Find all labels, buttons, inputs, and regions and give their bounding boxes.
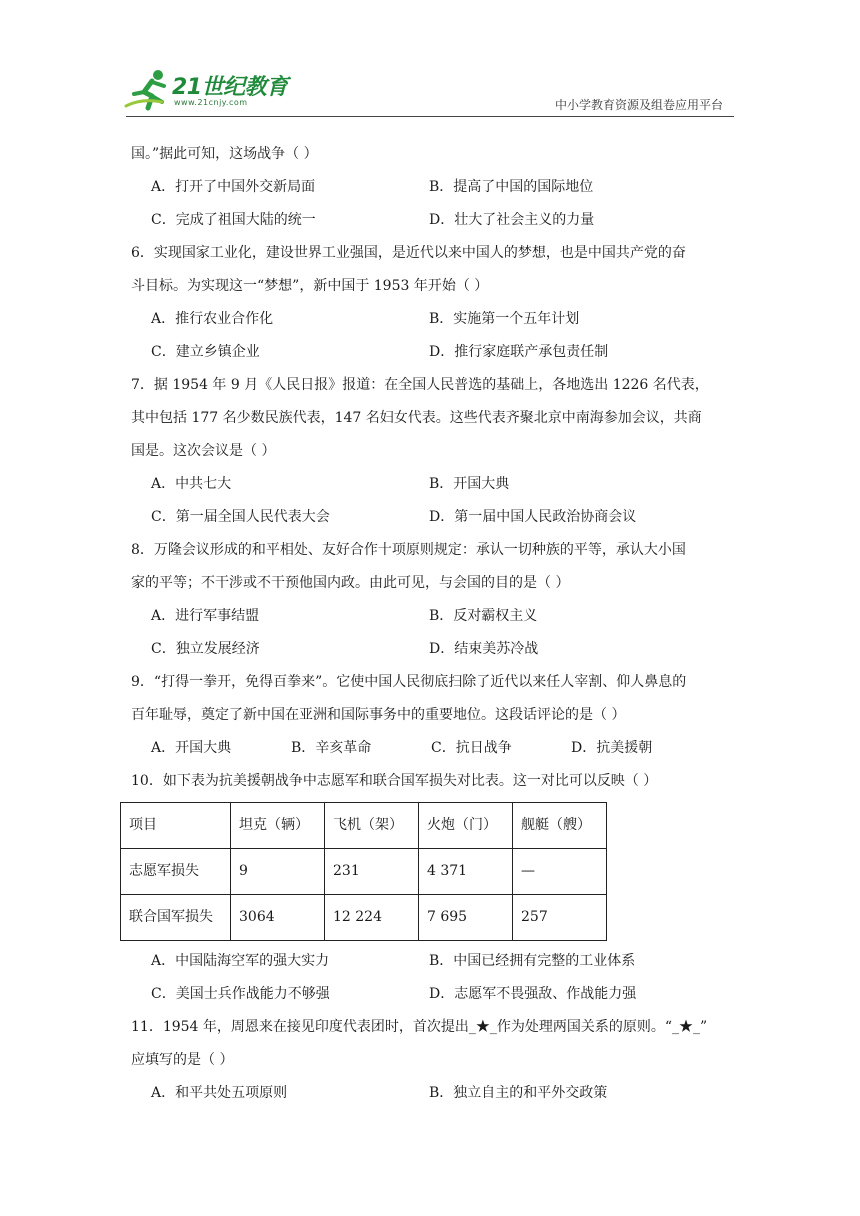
loss-comparison-table <box>120 802 607 941</box>
table-cell: 志愿军损失 <box>121 849 231 895</box>
site-logo <box>122 68 292 114</box>
question-6 <box>131 237 731 369</box>
options-row <box>131 501 731 534</box>
option-b: B．中国已经拥有完整的工业体系 <box>429 953 636 969</box>
option-c: C．第一届全国人民代表大会 <box>151 509 330 525</box>
question-text: 6．实现国家工业化，建设世界工业强国，是近代以来中国人的梦想，也是中国共产党的奋 <box>131 245 686 261</box>
table-header-cell: 飞机（架） <box>325 803 419 849</box>
question-7 <box>131 369 731 534</box>
question-text: 国。”据此可知，这场战争（ ） <box>131 146 318 162</box>
option-a: A．打开了中国外交新局面 <box>151 179 316 195</box>
option-c: C．抗日战争 <box>431 740 512 756</box>
table-cell: 3064 <box>231 895 325 941</box>
option-d: D．壮大了社会主义的力量 <box>429 212 595 228</box>
option-d: D．推行家庭联产承包责任制 <box>429 344 609 360</box>
option-a: A．和平共处五项原则 <box>151 1085 288 1101</box>
table-header-cell: 舰艇（艘） <box>513 803 607 849</box>
question-text: 9．“打得一拳开，免得百拳来”。它使中国人民彻底扫除了近代以来任人宰割、仰人鼻息的 <box>131 674 687 690</box>
option-c: C．完成了祖国大陆的统一 <box>151 212 316 228</box>
option-a: A．推行农业合作化 <box>151 311 274 327</box>
option-d: D．第一届中国人民政治协商会议 <box>429 509 637 525</box>
option-b: B．提高了中国的国际地位 <box>429 179 594 195</box>
option-d: D．志愿军不畏强敌、作战能力强 <box>429 986 637 1002</box>
question-text: 百年耻辱，奠定了新中国在亚洲和国际事务中的重要地位。这段话评论的是（ ） <box>131 707 626 723</box>
question-text: 斗目标。为实现这一“梦想”，新中国于 1953 年开始（ ） <box>131 278 489 294</box>
table-header-row <box>121 803 607 849</box>
option-c: C．建立乡镇企业 <box>151 344 260 360</box>
header-divider <box>126 116 734 117</box>
question-text: 11．1954 年，周恩来在接见印度代表团时，首次提出_★_作为处理两国关系的原则。“_★_” <box>131 1019 708 1035</box>
platform-name: 中小学教育资源及组卷应用平台 <box>554 98 723 112</box>
option-b: B．反对霸权主义 <box>429 608 538 624</box>
table-cell: 231 <box>325 849 419 895</box>
option-d: D．抗美援朝 <box>571 740 653 756</box>
question-5 <box>131 138 731 237</box>
option-c: C．独立发展经济 <box>151 641 260 657</box>
options-row <box>131 600 731 633</box>
option-a: A．开国大典 <box>151 740 232 756</box>
question-11 <box>131 1011 731 1110</box>
table-header-cell: 项目 <box>121 803 231 849</box>
options-row <box>131 336 731 369</box>
options-row <box>131 978 731 1011</box>
options-row <box>131 732 731 765</box>
options-row <box>131 303 731 336</box>
page-header <box>0 0 860 125</box>
table-row <box>121 849 607 895</box>
table-cell: 7 695 <box>419 895 513 941</box>
option-b: B．辛亥革命 <box>291 740 372 756</box>
question-text: 其中包括 177 名少数民族代表，147 名妇女代表。这些代表齐聚北京中南海参加会议，共商 <box>131 410 702 426</box>
table-header-cell: 坦克（辆） <box>231 803 325 849</box>
option-a: A．中共七大 <box>151 476 232 492</box>
question-text: 7．据 1954 年 9 月《人民日报》报道：在全国人民普选的基础上，各地选出 1226 名代表， <box>131 377 709 393</box>
option-b: B．开国大典 <box>429 476 510 492</box>
option-b: B．实施第一个五年计划 <box>429 311 580 327</box>
table-cell: 12 224 <box>325 895 419 941</box>
options-row <box>131 945 731 978</box>
options-row <box>131 468 731 501</box>
question-10 <box>131 765 731 1011</box>
table-cell: 9 <box>231 849 325 895</box>
question-text: 国是。这次会议是（ ） <box>131 443 276 459</box>
question-list <box>131 138 731 1110</box>
options-row <box>131 171 731 204</box>
options-row <box>131 633 731 666</box>
table-cell: 联合国军损失 <box>121 895 231 941</box>
table-cell: 257 <box>513 895 607 941</box>
options-row <box>131 204 731 237</box>
question-text: 应填写的是（ ） <box>131 1052 234 1068</box>
option-d: D．结束美苏冷战 <box>429 641 539 657</box>
question-text: 10．如下表为抗美援朝战争中志愿军和联合国军损失对比表。这一对比可以反映（ ） <box>131 773 658 789</box>
option-b: B．独立自主的和平外交政策 <box>429 1085 608 1101</box>
question-8 <box>131 534 731 666</box>
option-a: A．进行军事结盟 <box>151 608 260 624</box>
options-row <box>131 1077 731 1110</box>
logo-url-text: www.21cnjy.com <box>174 98 248 107</box>
option-a: A．中国陆海空军的强大实力 <box>151 953 330 969</box>
table-row <box>121 895 607 941</box>
table-header-cell: 火炮（门） <box>419 803 513 849</box>
table-cell: — <box>513 849 607 895</box>
question-text: 家的平等；不干涉或不干预他国内政。由此可见，与会国的目的是（ ） <box>131 575 570 591</box>
table-cell: 4 371 <box>419 849 513 895</box>
question-text: 8．万隆会议形成的和平相处、友好合作十项原则规定：承认一切种族的平等，承认大小国 <box>131 542 686 558</box>
runner-logo-icon <box>122 68 178 114</box>
option-c: C．美国士兵作战能力不够强 <box>151 986 330 1002</box>
question-9 <box>131 666 731 765</box>
logo-brand-text: 21世纪教育 <box>172 75 288 100</box>
